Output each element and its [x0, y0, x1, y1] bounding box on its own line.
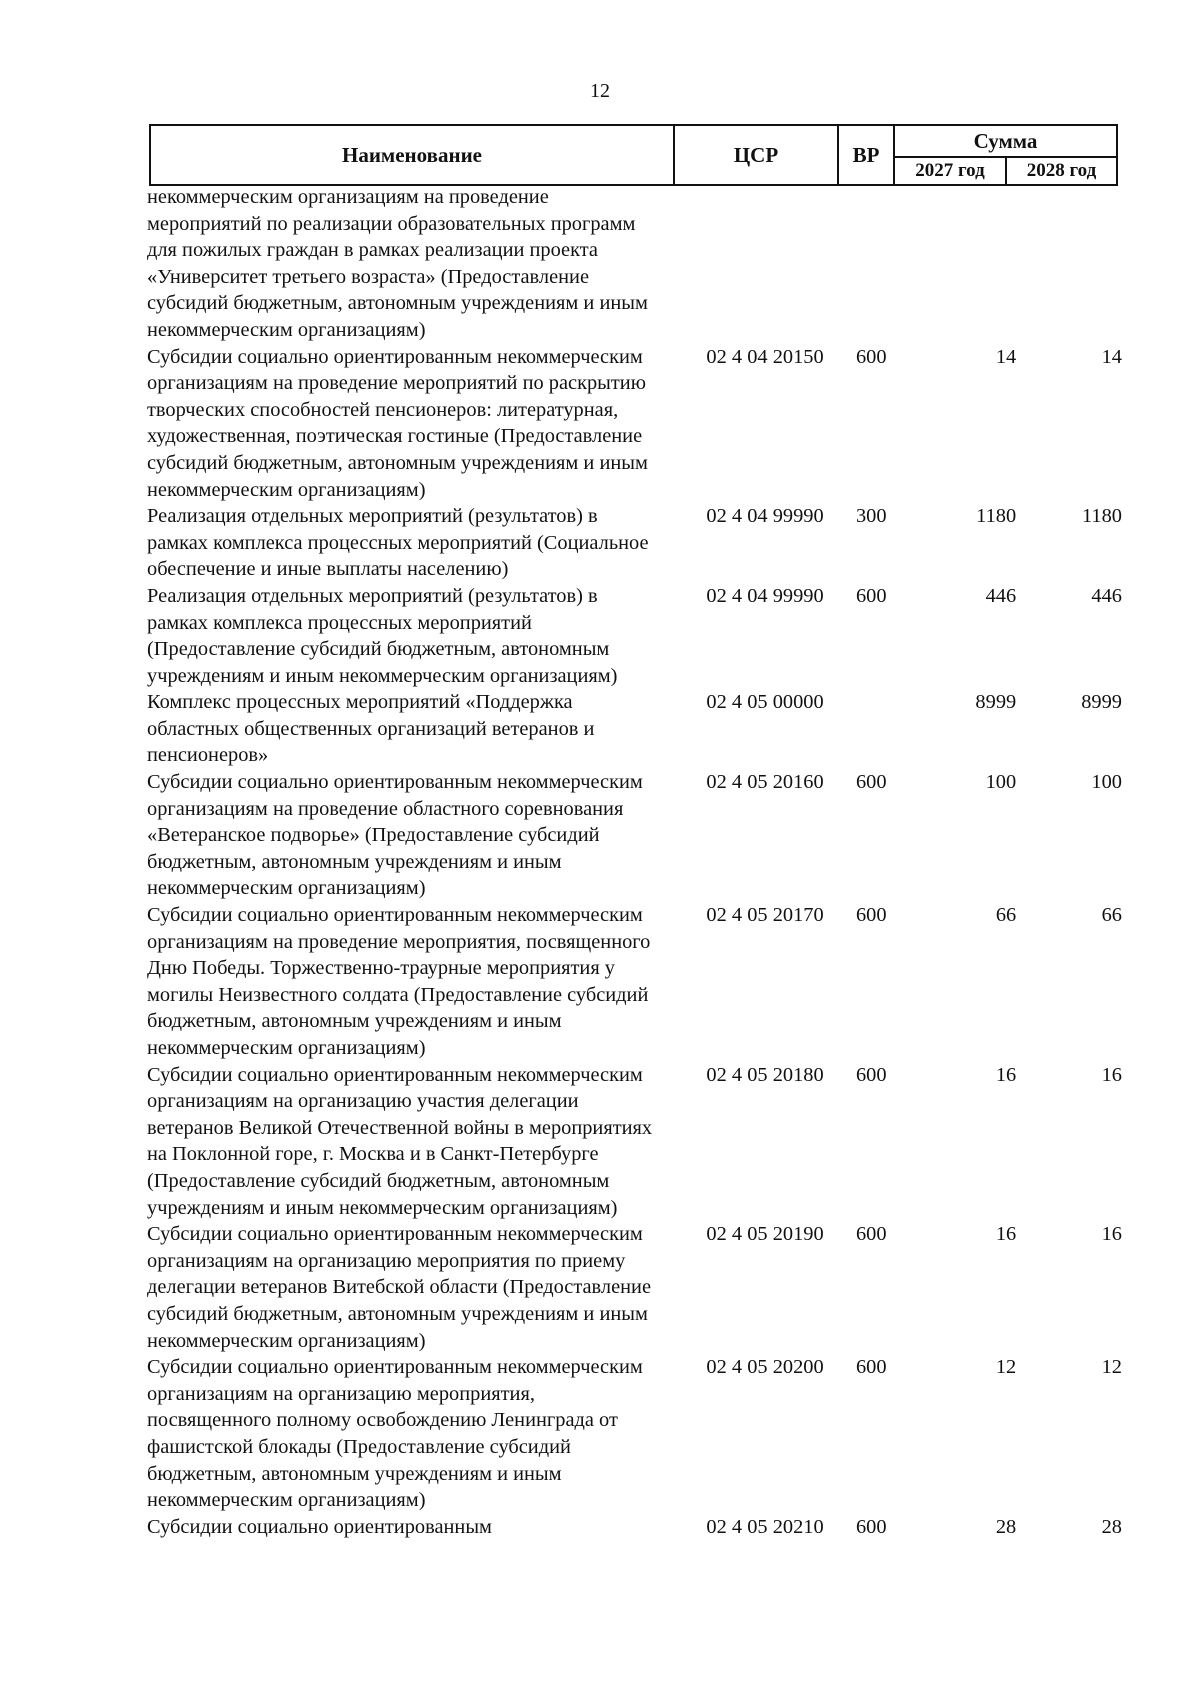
row-csr: 02 4 05 20160 [706, 771, 824, 794]
row-sum-2028: 100 [1091, 771, 1122, 794]
row-csr: 02 4 04 20150 [706, 345, 824, 368]
table-row [147, 1221, 1122, 1354]
row-csr: 02 4 05 20190 [706, 1223, 824, 1246]
row-csr: 02 4 05 20200 [706, 1356, 824, 1379]
header-name: Наименование [150, 125, 674, 185]
row-vr: 600 [855, 771, 887, 794]
row-name: Реализация отдельных мероприятий (результатов) в рамках комплекса процессных мероприятий (Предоставление субсидий бюджетным, автономным учреждениям и иным некоммерческим организациям) [147, 584, 618, 687]
row-sum-2027: 1180 [976, 505, 1017, 528]
row-vr: 600 [855, 1223, 887, 1246]
row-vr: 600 [855, 1356, 887, 1379]
row-sum-2027 [887, 184, 1017, 344]
row-name: Комплекс процессных мероприятий «Поддержка областных общественных организаций ветеранов и пенсионеров» [147, 691, 595, 767]
row-vr: 600 [855, 345, 887, 368]
row-vr: 600 [855, 584, 887, 607]
row-csr [652, 184, 824, 344]
table-row [147, 1354, 1122, 1514]
row-sum-2027: 28 [995, 1515, 1017, 1538]
table-row [147, 503, 1122, 583]
row-csr: 02 4 05 00000 [706, 691, 824, 714]
row-csr: 02 4 04 99990 [706, 584, 824, 607]
table-body [147, 184, 1122, 1540]
row-sum-2028: 14 [1101, 345, 1122, 368]
row-sum-2027: 16 [995, 1063, 1017, 1086]
row-sum-2027: 12 [995, 1356, 1017, 1379]
row-sum-2027: 16 [995, 1223, 1017, 1246]
row-name: Субсидии социально ориентированным некоммерческим организациям на проведение областного соревнования «Ветеранское подворье» (Предоставление субсидий бюджетным, автономным учреждениям и иным некоммерческим организациям) [147, 771, 643, 900]
row-sum-2028: 16 [1101, 1223, 1122, 1246]
row-name: Субсидии социально ориентированным [147, 1515, 492, 1538]
row-vr: 600 [855, 1515, 887, 1538]
header-year-2028: 2028 год [1006, 157, 1117, 185]
row-csr: 02 4 05 20210 [706, 1515, 824, 1538]
row-sum-2027: 446 [985, 584, 1017, 607]
row-sum-2027: 66 [995, 904, 1017, 927]
table-header [149, 124, 1118, 186]
row-name: Субсидии социально ориентированным некоммерческим организациям на организацию участия делегации ветеранов Великой Отечественной войны в мероприятиях на Поклонной горе, г. Москва и в Санкт-Петербурге (Предоставление субсидий бюджетным, автономным учреждениям и иным некоммерческим организациям) [147, 1063, 653, 1219]
row-vr: 300 [855, 505, 887, 528]
row-sum-2028: 66 [1101, 904, 1122, 927]
row-sum-2028: 16 [1101, 1063, 1122, 1086]
row-vr [824, 689, 887, 769]
header-vr: ВР [838, 125, 894, 185]
table-row [147, 769, 1122, 902]
row-name: Субсидии социально ориентированным некоммерческим организациям на проведение мероприятий по раскрытию творческих способностей пенсионеров: литературная, художественная, поэтическая гостиные (Предоставление субсидий бюджетным, автономным учреждениям и иным некоммерческим организациям) [147, 345, 648, 501]
row-csr: 02 4 05 20180 [706, 1063, 824, 1086]
row-csr: 02 4 05 20170 [706, 904, 824, 927]
table-row [147, 184, 1122, 344]
page-number: 12 [590, 80, 610, 102]
table-row [147, 344, 1122, 504]
row-sum-2028 [1016, 184, 1122, 344]
row-sum-2028: 1180 [1081, 505, 1122, 528]
row-sum-2028: 28 [1101, 1515, 1122, 1538]
row-sum-2027: 8999 [975, 691, 1017, 714]
table-row [147, 1514, 1122, 1541]
row-sum-2028: 446 [1091, 584, 1122, 607]
row-name: Реализация отдельных мероприятий (результатов) в рамках комплекса процессных мероприятий (Социальное обеспечение и иные выплаты населению) [147, 505, 649, 581]
row-name: Субсидии социально ориентированным некоммерческим организациям на организацию мероприятия, посвященного полному освобождению Ленинграда от фашистской блокады (Предоставление субсидий бюджетным, автономным учреждениям и иным некоммерческим организациям) [147, 1356, 643, 1512]
header-year-2027: 2027 год [894, 157, 1006, 185]
row-name: Субсидии социально ориентированным некоммерческим организациям на проведение мероприятия, посвященного Дню Победы. Торжественно-траурные мероприятия у могилы Неизвестного солдата (Предоставление субсидий бюджетным, автономным учреждениям и иным некоммерческим организациям) [147, 904, 651, 1059]
table-row [147, 902, 1122, 1062]
header-csr: ЦСР [674, 125, 838, 185]
row-vr [824, 184, 887, 344]
row-sum-2027: 14 [995, 345, 1017, 368]
row-vr: 600 [855, 904, 887, 927]
table-row [147, 583, 1122, 689]
row-csr: 02 4 04 99990 [706, 505, 824, 528]
row-name: Субсидии социально ориентированным некоммерческим организациям на организацию мероприятия по приему делегации ветеранов Витебской области (Предоставление субсидий бюджетным, автономным учреждениям и иным некоммерческим организациям) [147, 1223, 652, 1352]
header-sum: Сумма [894, 125, 1117, 157]
table-row [147, 1062, 1122, 1222]
row-sum-2027: 100 [985, 771, 1017, 794]
row-vr: 600 [855, 1063, 887, 1086]
row-sum-2028: 8999 [1081, 691, 1122, 714]
table-row [147, 689, 1122, 769]
row-sum-2028: 12 [1101, 1356, 1122, 1379]
row-name: некоммерческим организациям на проведение мероприятий по реализации образовательных программ для пожилых граждан в рамках реализации проекта «Университет третьего возраста» (Предоставление субсидий бюджетным, автономным учреждениям и иным некоммерческим организациям) [147, 186, 648, 341]
